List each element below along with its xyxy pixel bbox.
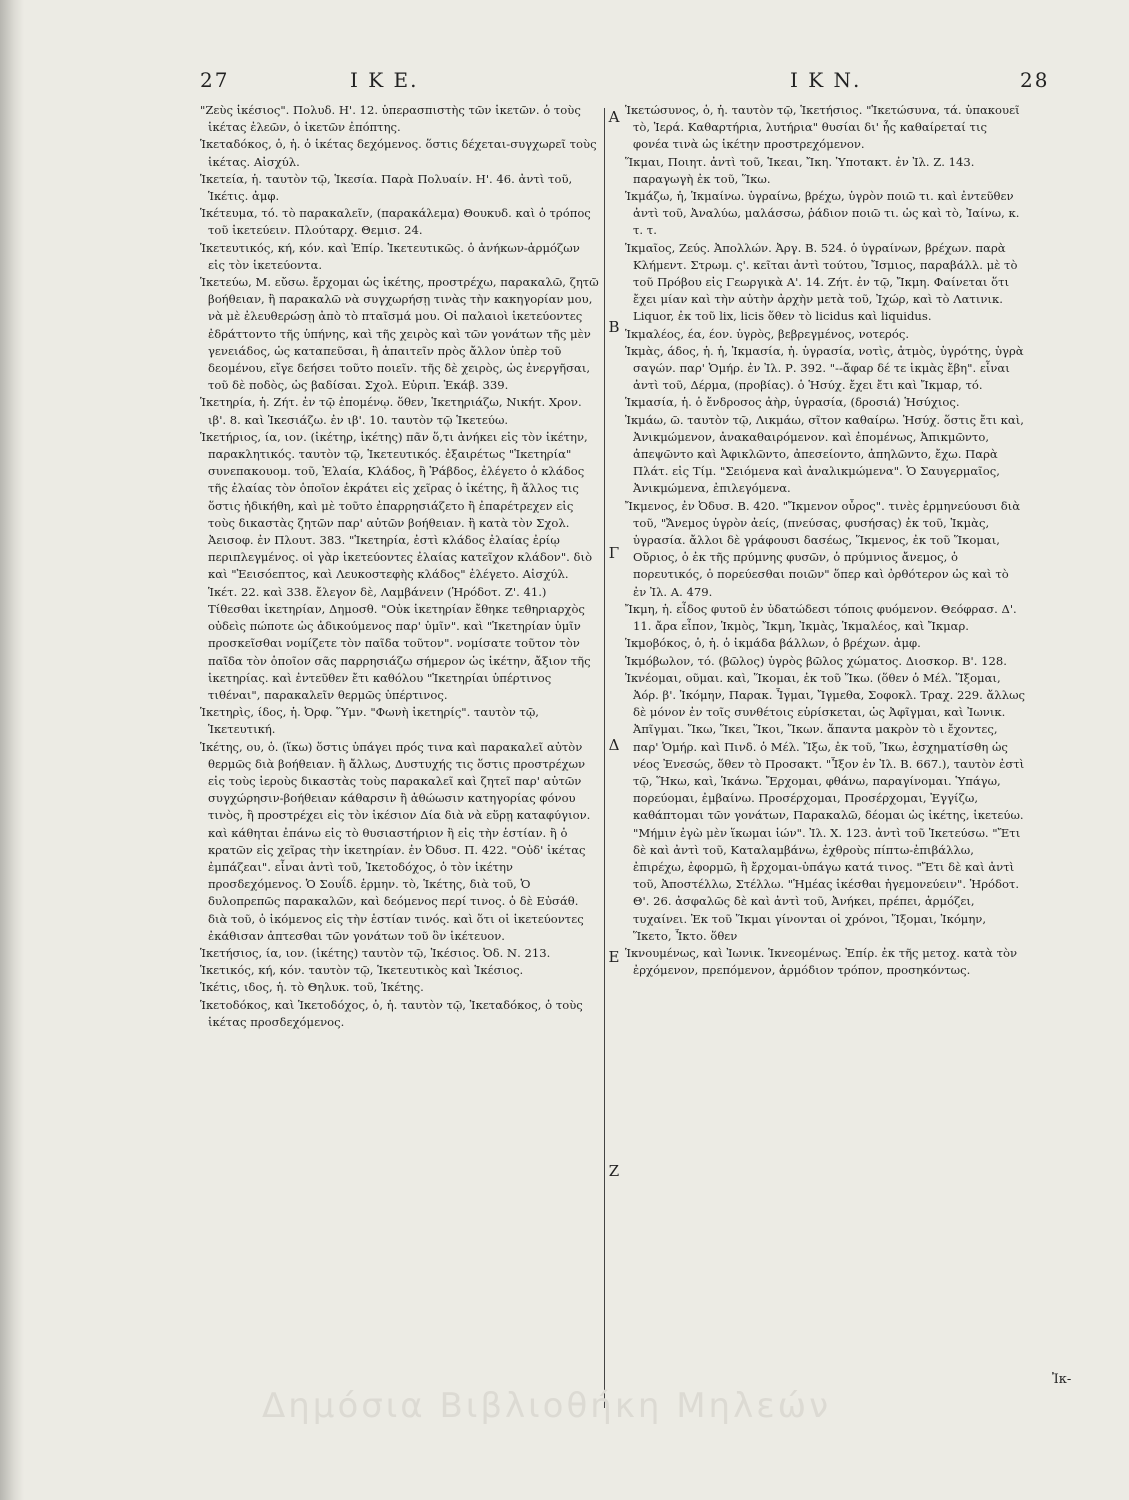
running-header [200, 68, 1060, 98]
dictionary-entry: Ἱκετεία, ἡ. ταυτὸν τῷ, Ἱκεσία. Παρὰ Πολυαίν. Η'. 46. ἀντὶ τοῦ, Ἱκέτις. ἀμφ. [200, 171, 573, 204]
right-column [625, 102, 1025, 979]
dictionary-entry: Ἱκετηρὶς, ίδος, ἡ. Ὀρφ. Ὕμν. "Φωνὴ ἱκετηρίς". ταυτὸν τῷ, Ἱκετευτική. [200, 705, 539, 737]
dictionary-entry: Ἱκέτης, ου, ὁ. (ἵκω) ὅστις ὑπάγει πρός τινα καὶ παρακαλεῖ αὐτὸν θερμῶς διὰ βοήθειαν. ἢ ἄλλως, Δυστυχής τις ὅστις προστρέχων εἰς τοὺς ἱεροὺς δικαστὰς τοὺς παρακαλεῖ καὶ ζητεῖ παρ' αὐτῶν συγχώρησιν-βοήθειαν κάθαρσιν ἢ ἀθώωσιν κατηγορίας φόνου τινὸς, ἢ προστρέχει εἰς τὸν ἱκέσιον Δία διὰ νὰ εὕρῃ καταφύγιον. καὶ κάθηται ἐπάνω εἰς τὸ θυσιαστήριον ἢ εἰς τὴν ἑστίαν. ἢ ὁ κρατῶν εἰς χεῖρας τὴν ἱκετηρίαν. ἐν Ὀδυσ. Π. 422. "Οὐδ' ἱκέτας ἐμπάζεαι". εἶναι ἀντὶ τοῦ, Ἱκετοδόχος, ὁ τὸν ἱκέτην προσδεχόμενος. Ὁ Σουΐδ. ἑρμην. τὸ, Ἱκέτης, διὰ τοῦ, Ὁ δυλοπρεπῶς παρακαλῶν, καὶ δεόμενος περί τινος. ὁ δὲ Εὐσάθ. διὰ τοῦ, ὁ ἱκόμενος εἰς τὴν ἑστίαν τινός. καὶ ὅτι οἱ ἱκετεύοντες ἐκάθισαν ἀπτεσθαι τῶν γονάτων τοῦ ὃν ἱκέτευον. [200, 739, 591, 943]
margin-letter: Ε [608, 948, 620, 966]
dictionary-entry: Ἱκετήσιος, ία, ιον. (ἱκέτης) ταυτὸν τῷ, Ἱκέσιος. Ὀδ. Ν. 213. [200, 945, 551, 960]
dictionary-entry: Ἱκνέομαι, οῦμαι. καὶ, Ἵκομαι, ἐκ τοῦ Ἵκω. (ὅθεν ὁ Μέλ. Ἵξομαι, Ἀόρ. β'. Ἱκόμην, Παρακ. Ἶγμαι, Ἴγμεθα, Σοφοκλ. Τραχ. 229. ἄλλως δὲ μόνον ἐν τοῖς συνθέτοις εὑρίσκεται, ὡς Ἀφῖγμαι, καὶ Ἰωνικ. Ἀπῖγμαι. Ἵκω, Ἵκει, Ἵκοι, Ἵκων. ἅπαντα μακρὸν τὸ ι ἔχοντες, παρ' Ὁμήρ. καὶ Πινδ. ὁ Μέλ. Ἵξω, ἐκ τοῦ, Ἵκω, ἐσχηματίσθη ὡς νέος Ἐνεσώς, ὅθεν τὸ Προσακτ. "Ἷξον ἐν Ἰλ. Β. 667.), ταυτὸν ἐστὶ τῷ, Ἥκω, καὶ, Ἱκάνω. Ἔρχομαι, φθάνω, παραγίνομαι. Ὑπάγω, πορεύομαι, ἐμβαίνω. Προσέρχομαι, Προσέρχομαι, Ἐγγίζω, καθάπτομαι τῶν γονάτων, Παρακαλῶ, δέομαι ὡς ἱκέτης, ἱκετεύω. "Μήμιν ἐγὼ μὲν ἵκωμαι ἰών". Ἰλ. Χ. 123. ἀντὶ τοῦ Ἱκετεύσω. "Ἔτι δὲ καὶ ἀντὶ τοῦ, Καταλαμβάνω, ἐχθροὺς πίπτω-ἐπιβάλλω, ἐπιρέχω, ἐφορμῶ, ἢ ἔρχομαι-ὑπάγω κατά τινος. "Ἔτι δὲ καὶ ἀντὶ τοῦ, Ἀποστέλλω, Στέλλω. "Ἡμέας ἱκέσθαι ἡγεμονεύειν". Ἡρόδοτ. Θ'. 26. ἀσφαλῶς δὲ καὶ ἀντὶ τοῦ, Ἀνήκει, πρέπει, ἁρμόζει, τυχαίνει. Ἐκ τοῦ Ἵκμαι γίνονται οἱ χρόνοι, Ἵξομαι, Ἱκόμην, Ἵκετο, Ἷκτο. ὅθεν [625, 670, 1026, 943]
right-page-number: 28 [1020, 68, 1050, 92]
margin-letter: Ζ [608, 1162, 620, 1180]
dictionary-entry: Ἱκετηρία, ἡ. Ζήτ. ἐν τῷ ἐπομένῳ. ὅθεν, Ἱκετηριάζω, Νικήτ. Χρον. ιβ'. 8. καὶ Ἱκεσιάζω. ἐν ιβ'. 10. ταυτὸν τῷ Ἱκετεύω. [200, 395, 582, 427]
dictionary-entry: Ἱκμασία, ἡ. ὁ ἔνδροσος ἀὴρ, ὑγρασία, (δροσιά) Ἡσύχιος. [625, 395, 960, 410]
margin-letter: Δ [608, 736, 620, 754]
left-running-title: Ι Κ Ε. [350, 68, 419, 92]
dictionary-entry: Ἱκμόβωλον, τό. (βῶλος) ὑγρὸς βῶλος χώματος. Διοσκορ. Β'. 128. [625, 653, 1007, 668]
catchword: Ἰκ- [1052, 1372, 1072, 1387]
right-running-title: Ι Κ Ν. [790, 68, 862, 92]
dictionary-entry: Ἱκεταδόκος, ὁ, ἡ. ὁ ἱκέτας δεχόμενος. ὅστις δέχεται-συγχωρεῖ τοὺς ἱκέτας. Αἰσχύλ. [200, 137, 597, 169]
dictionary-entry: Ἱκμοβόκος, ὁ, ἡ. ὁ ἰκμάδα βάλλων, ὁ βρέχων. ἀμφ. [625, 636, 921, 651]
dictionary-entry: Ἱκνουμένως, καὶ Ἰωνικ. Ἱκνεομένως. Ἐπίρ. ἐκ τῆς μετοχ. κατὰ τὸν ἐρχόμενον, πρεπόμενον, ἁρμόδιον τρόπον, προσηκόντως. [625, 945, 1018, 978]
dictionary-entry: Ἱκετοδόκος, καὶ Ἱκετοδόχος, ὁ, ἡ. ταυτὸν τῷ, Ἱκεταδόκος, ὁ τοὺς ἱκέτας προσδεχόμενος. [200, 997, 583, 1029]
library-watermark: Δημόσια Βιβλιοθήκη Μηλεών [262, 1386, 832, 1426]
dictionary-entry: Ἱκμαῖος, Ζεύς. Ἀπολλών. Ἀργ. Β. 524. ὁ ὑγραίνων, βρέχων. παρὰ Κλήμεντ. Στρωμ. ς'. κεῖται ἀντὶ τούτου, Ἴσμιος, παραβάλλ. μὲ τὸ τοῦ Πρόβου εἰς Γεωργικὰ Α'. 14. Ζήτ. ἐν τῷ, Ἴκμη. Φαίνεται ὅτι ἔχει μίαν καὶ τὴν αὐτὴν ἀρχὴν μετὰ τοῦ, Ἰχώρ, καὶ τὸ Λατινικ. Liquor, ἐκ τοῦ lix, licis ὅθεν τὸ licidus καὶ liquidus. [625, 240, 1018, 324]
dictionary-entry: Ἴκμενος, ἐν Ὀδυσ. Β. 420. "Ἴκμενον οὖρος". τινὲς ἑρμηνεύουσι διὰ τοῦ, "Ἄνεμος ὑγρὸν ἀείς, (πνεύσας, φυσήσας) ἐκ τοῦ, Ἱκμὰς, ὑγρασία. ἄλλοι δὲ γράφουσι δασέως, Ἵκμενος, ἐκ τοῦ Ἵκομαι, Οὔριος, ὁ ἐκ τῆς πρύμνης φυσῶν, ὁ πρύμνιος ἄνεμος, ὁ πορευτικός, ὁ πορεύεσθαι ποιῶν" ὅπερ καὶ ὀρθότερον ὡς καὶ τὸ ἐν Ἰλ. Α. 479. [625, 498, 1021, 599]
dictionary-entry: Ἱκετώσυνος, ὁ, ἡ. ταυτὸν τῷ, Ἱκετήσιος. "Ἱκετώσυνα, τά. ὑπακουεῖ τὸ, Ἱερά. Καθαρτήρια, λυτήρια" θυσίαι δι' ἧς καθαίρεταί τις φονέα τινὰ ὡς ἱκέτην προστρεχόμενον. [625, 103, 1020, 152]
dictionary-entry: Ἱκετικός, κή, κόν. ταυτὸν τῷ, Ἱκετευτικὸς καὶ Ἱκέσιος. [200, 963, 524, 978]
dictionary-entry: Ἱκέτις, ιδος, ἡ. τὸ Θηλυκ. τοῦ, Ἱκέτης. [200, 980, 424, 995]
dictionary-entry: "Ζεὺς ἱκέσιος". Πολυδ. Η'. 12. ὑπερασπιστὴς τῶν ἱκετῶν. ὁ τοὺς ἱκέτας ἐλεῶν, ὁ ἱκετῶν ἐπόπτης. [200, 103, 581, 135]
dictionary-entry: Ἵκμαι, Ποιητ. ἀντὶ τοῦ, Ἱκεαι, Ἴκη. Ὑποτακτ. ἐν Ἰλ. Ζ. 143. παραγωγὴ ἐκ τοῦ, Ἵκω. [625, 154, 975, 186]
left-column [200, 102, 600, 1031]
dictionary-entry: Ἱκετήριος, ία, ιον. (ἱκέτηρ, ἱκέτης) πᾶν ὅ,τι ἀνήκει εἰς τὸν ἱκέτην, παρακλητικός. ταυτὸν τῷ, Ἱκετευτικός. ἐξαιρέτως "Ἱκετηρία" συνεπακουομ. τοῦ, Ἐλαία, Κλάδος, ἢ Ῥάβδος, ἐλέγετο ὁ κλάδος τῆς ἐλαίας τὸν ὁποῖον ἐκράτει εἰς χεῖρας ὁ ἱκέτης, ἢ ἄλλος τις ὅστις ἠδικήθη, καὶ μὲ τοῦτο ἐπαρρησιάζετο ἢ ἐπαρέτρεχεν εἰς τοὺς δικαστὰς ζητῶν παρ' αὐτῶν βοήθειαν. ἢ κατὰ τὸν Σχολ. Ἀεισοφ. ἐν Πλουτ. 383. "Ἱκετηρία, ἐστὶ κλάδος ἐλαίας ἐρίῳ περιπλεγμένος. οἱ γὰρ ἱκετεύοντες ἐλαίας κατεῖχον κλάδον". διὸ καὶ "Ἐεισόεπτος, καὶ Λευκοστεφὴς κλάδος" ἐλέγετο. Αἰσχύλ. Ἱκέτ. 22. καὶ 338. ἔλεγον δὲ, Λαμβάνειν (Ἡρόδοτ. Ζ'. 41.) Τίθεσθαι ἱκετηρίαν, Δημοσθ. "Οὐκ ἱκετηρίαν ἔθηκε τεθηριαρχὸς οὐδεὶς πώποτε ὡς ἀδικούμενος παρ' ὑμῖν". καὶ "Ἱκετηρίαν ὑμῖν προσκεῖσθαι νομίζετε τὸν παῖδα τοῦτον". νομίσατε τοῦτον τὸν παῖδα τὸν ὁποῖον σᾶς παρρησιάζω σήμερον ὡς ἱκέτην, ἄξιον τῆς ἱκετηρίας. καὶ ἐντεῦθεν ἔτι καθόλου "Ἱκετηρίαι ὑπέρτινος τιθέναι", παρακαλεῖν θερμῶς ὑπέρτινος. [200, 429, 593, 702]
dictionary-entry: Ἱκέτευμα, τό. τὸ παρακαλεῖν, (παρακάλεμα) Θουκυδ. καὶ ὁ τρόπος τοῦ ἱκετεύειν. Πλούταρχ. Θεμισ. 24. [200, 206, 591, 238]
dictionary-entry: Ἱκετεύω, Μ. εὔσω. ἔρχομαι ὡς ἱκέτης, προστρέχω, παρακαλῶ, ζητῶ βοήθειαν, ἢ παρακαλῶ νὰ συγχωρήσῃ τινὰς τὴν κακηγορίαν μου, νὰ μὲ ἐλευθερώσῃ ἀπὸ τὸ πταῖσμά μου. Οἱ παλαιοὶ ἱκετεύοντες ἐδράττοντο τῆς ὑπήνης, καὶ τῆς χειρὸς καὶ τῶν γονάτων τῆς μὲν γενειάδος, ὡς καταπεῦσαι, ἢ ἀπαιτεῖν πρὸς ἄλλον ὑπὲρ τοῦ δεομένου, εἴγε δεήσει τοῦτο ποιεῖν. τῆς δὲ χειρὸς, ὡς ἐνεργῆσαι, τοῦ δὲ ποδὸς, ὡς βαδίσαι. Σχολ. Εὐριπ. Ἑκάβ. 339. [200, 275, 599, 393]
dictionary-entry: Ἱκετευτικός, κή, κόν. καὶ Ἐπίρ. Ἱκετευτικῶς. ὁ ἀνήκων-ἁρμόζων εἰς τὸν ἱκετεύοντα. [200, 240, 580, 272]
dictionary-entry: Ἱκμάζω, ἡ, Ἱκμαίνω. ὑγραίνω, βρέχω, ὑγρὸν ποιῶ τι. καὶ ἐντεῦθεν ἀντὶ τοῦ, Ἀναλύω, μαλάσσω, ῥάδιον ποιῶ τι. ὡς καὶ τὸ, Ἰαίνω, κ. τ. τ. [625, 189, 1020, 238]
left-page-number: 27 [200, 68, 230, 92]
dictionary-entry: Ἴκμη, ἡ. εἶδος φυτοῦ ἐν ὑδατώδεσι τόποις φυόμενον. Θεόφρασ. Δ'. 11. ἄρα εἶπον, Ἱκμὸς, Ἴκμη, Ἰκμὰς, Ἱκμαλέος, καὶ Ἴκμαρ. [625, 601, 1017, 634]
dictionary-entry: Ἱκμάω, ῶ. ταυτὸν τῷ, Λικμάω, σῖτον καθαίρω. Ἡσύχ. ὅστις ἔτι καὶ, Ἀνικμώμενον, ἀνακαθαιρόμενον. καὶ ἐπομένως, Ἀπικμῶντο, ἀπεψῶντο καὶ Ἀφικλῶντο, ἀπεσείοντο, ἀπηλῶντο, ἔχω. Παρὰ Πλάτ. εἰς Τίμ. "Σειόμενα καὶ ἀναλικμώμενα". Ὁ Σαυγερμαῖος, Ἀνικμώμενα, ἐπιλεγόμενα. [625, 412, 1024, 496]
page-gutter-shadow [0, 0, 24, 1500]
margin-letter: Β [608, 318, 620, 336]
margin-letter: Γ [608, 544, 620, 562]
margin-letter: Α [608, 108, 620, 126]
column-divider [604, 108, 605, 1408]
dictionary-entry: Ἱκμαλέος, έα, έον. ὑγρὸς, βεβρεγμένος, νοτερός. [625, 326, 910, 341]
dictionary-entry: Ἱκμὰς, άδος, ἡ. ἡ, Ἱκμασία, ἡ. ὑγρασία, νοτὶς, ἀτμὸς, ὑγρότης, ὑγρὰ σαγών. παρ' Ὁμήρ. ἐν Ἰλ. Ρ. 392. "--ἄφαρ δέ τε ἰκμὰς ἔβη". εἶναι ἀντὶ τοῦ, Δέρμα, (προβίας). ὁ Ἡσύχ. ἔχει ἔτι καὶ Ἴκμαρ, τό. [625, 343, 1024, 393]
